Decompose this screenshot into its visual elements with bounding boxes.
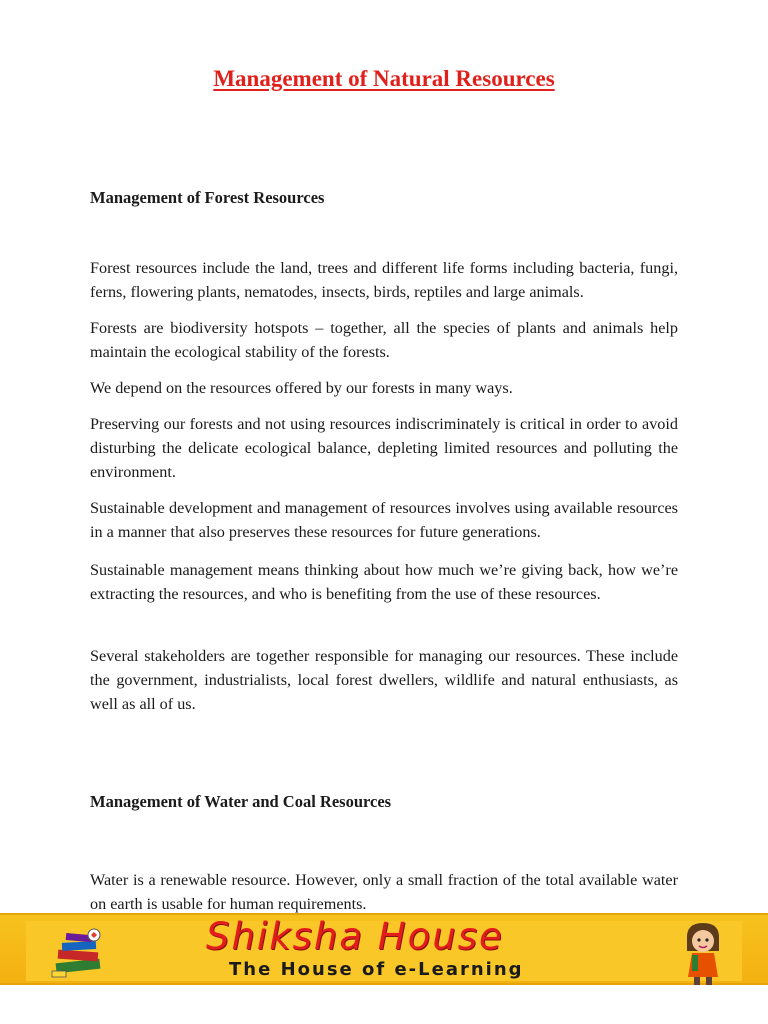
page-title: Management of Natural Resources: [213, 66, 555, 91]
paragraph: We depend on the resources offered by our forests in many ways.: [90, 379, 513, 397]
section-heading-water: Management of Water and Coal Resources: [90, 792, 392, 811]
brand-name: Shiksha House: [206, 915, 504, 958]
section-heading-forest: Management of Forest Resources: [90, 188, 325, 207]
banner-inner: [26, 915, 742, 981]
paragraph: Forest resources include the land, trees and different life forms including bacteria, fungi, ferns, flowering plants, nematodes, insects, birds, reptiles and large animals.: [90, 259, 678, 301]
paragraph: Several stakeholders are together responsible for managing our resources. These include the government, industrialists, local forest dwellers, wildlife and natural enthusiasts, as well as all of us.: [90, 647, 678, 713]
paragraph: Sustainable management means thinking about how much we’re giving back, how we’re extracting the resources, and who is benefiting from the use of these resources.: [90, 561, 678, 603]
brand-tagline: The House of e-Learning: [229, 959, 524, 980]
footer-banner: [0, 913, 768, 985]
paragraph: Forests are biodiversity hotspots – together, all the species of plants and animals help maintain the ecological stability of the forests.: [90, 319, 678, 361]
paragraph: Sustainable development and management of resources involves using available resources in a manner that also preserves these resources for future generations.: [90, 499, 678, 541]
paragraph: Water is a renewable resource. However, only a small fraction of the total available water on earth is usable for human requirements.: [90, 871, 678, 913]
books-logo-icon: [50, 927, 112, 979]
paragraph: Preserving our forests and not using resources indiscriminately is critical in order to avoid disturbing the delicate ecological balance, depleting limited resources and polluting the environment.: [90, 415, 678, 481]
student-girl-icon: [678, 921, 728, 987]
